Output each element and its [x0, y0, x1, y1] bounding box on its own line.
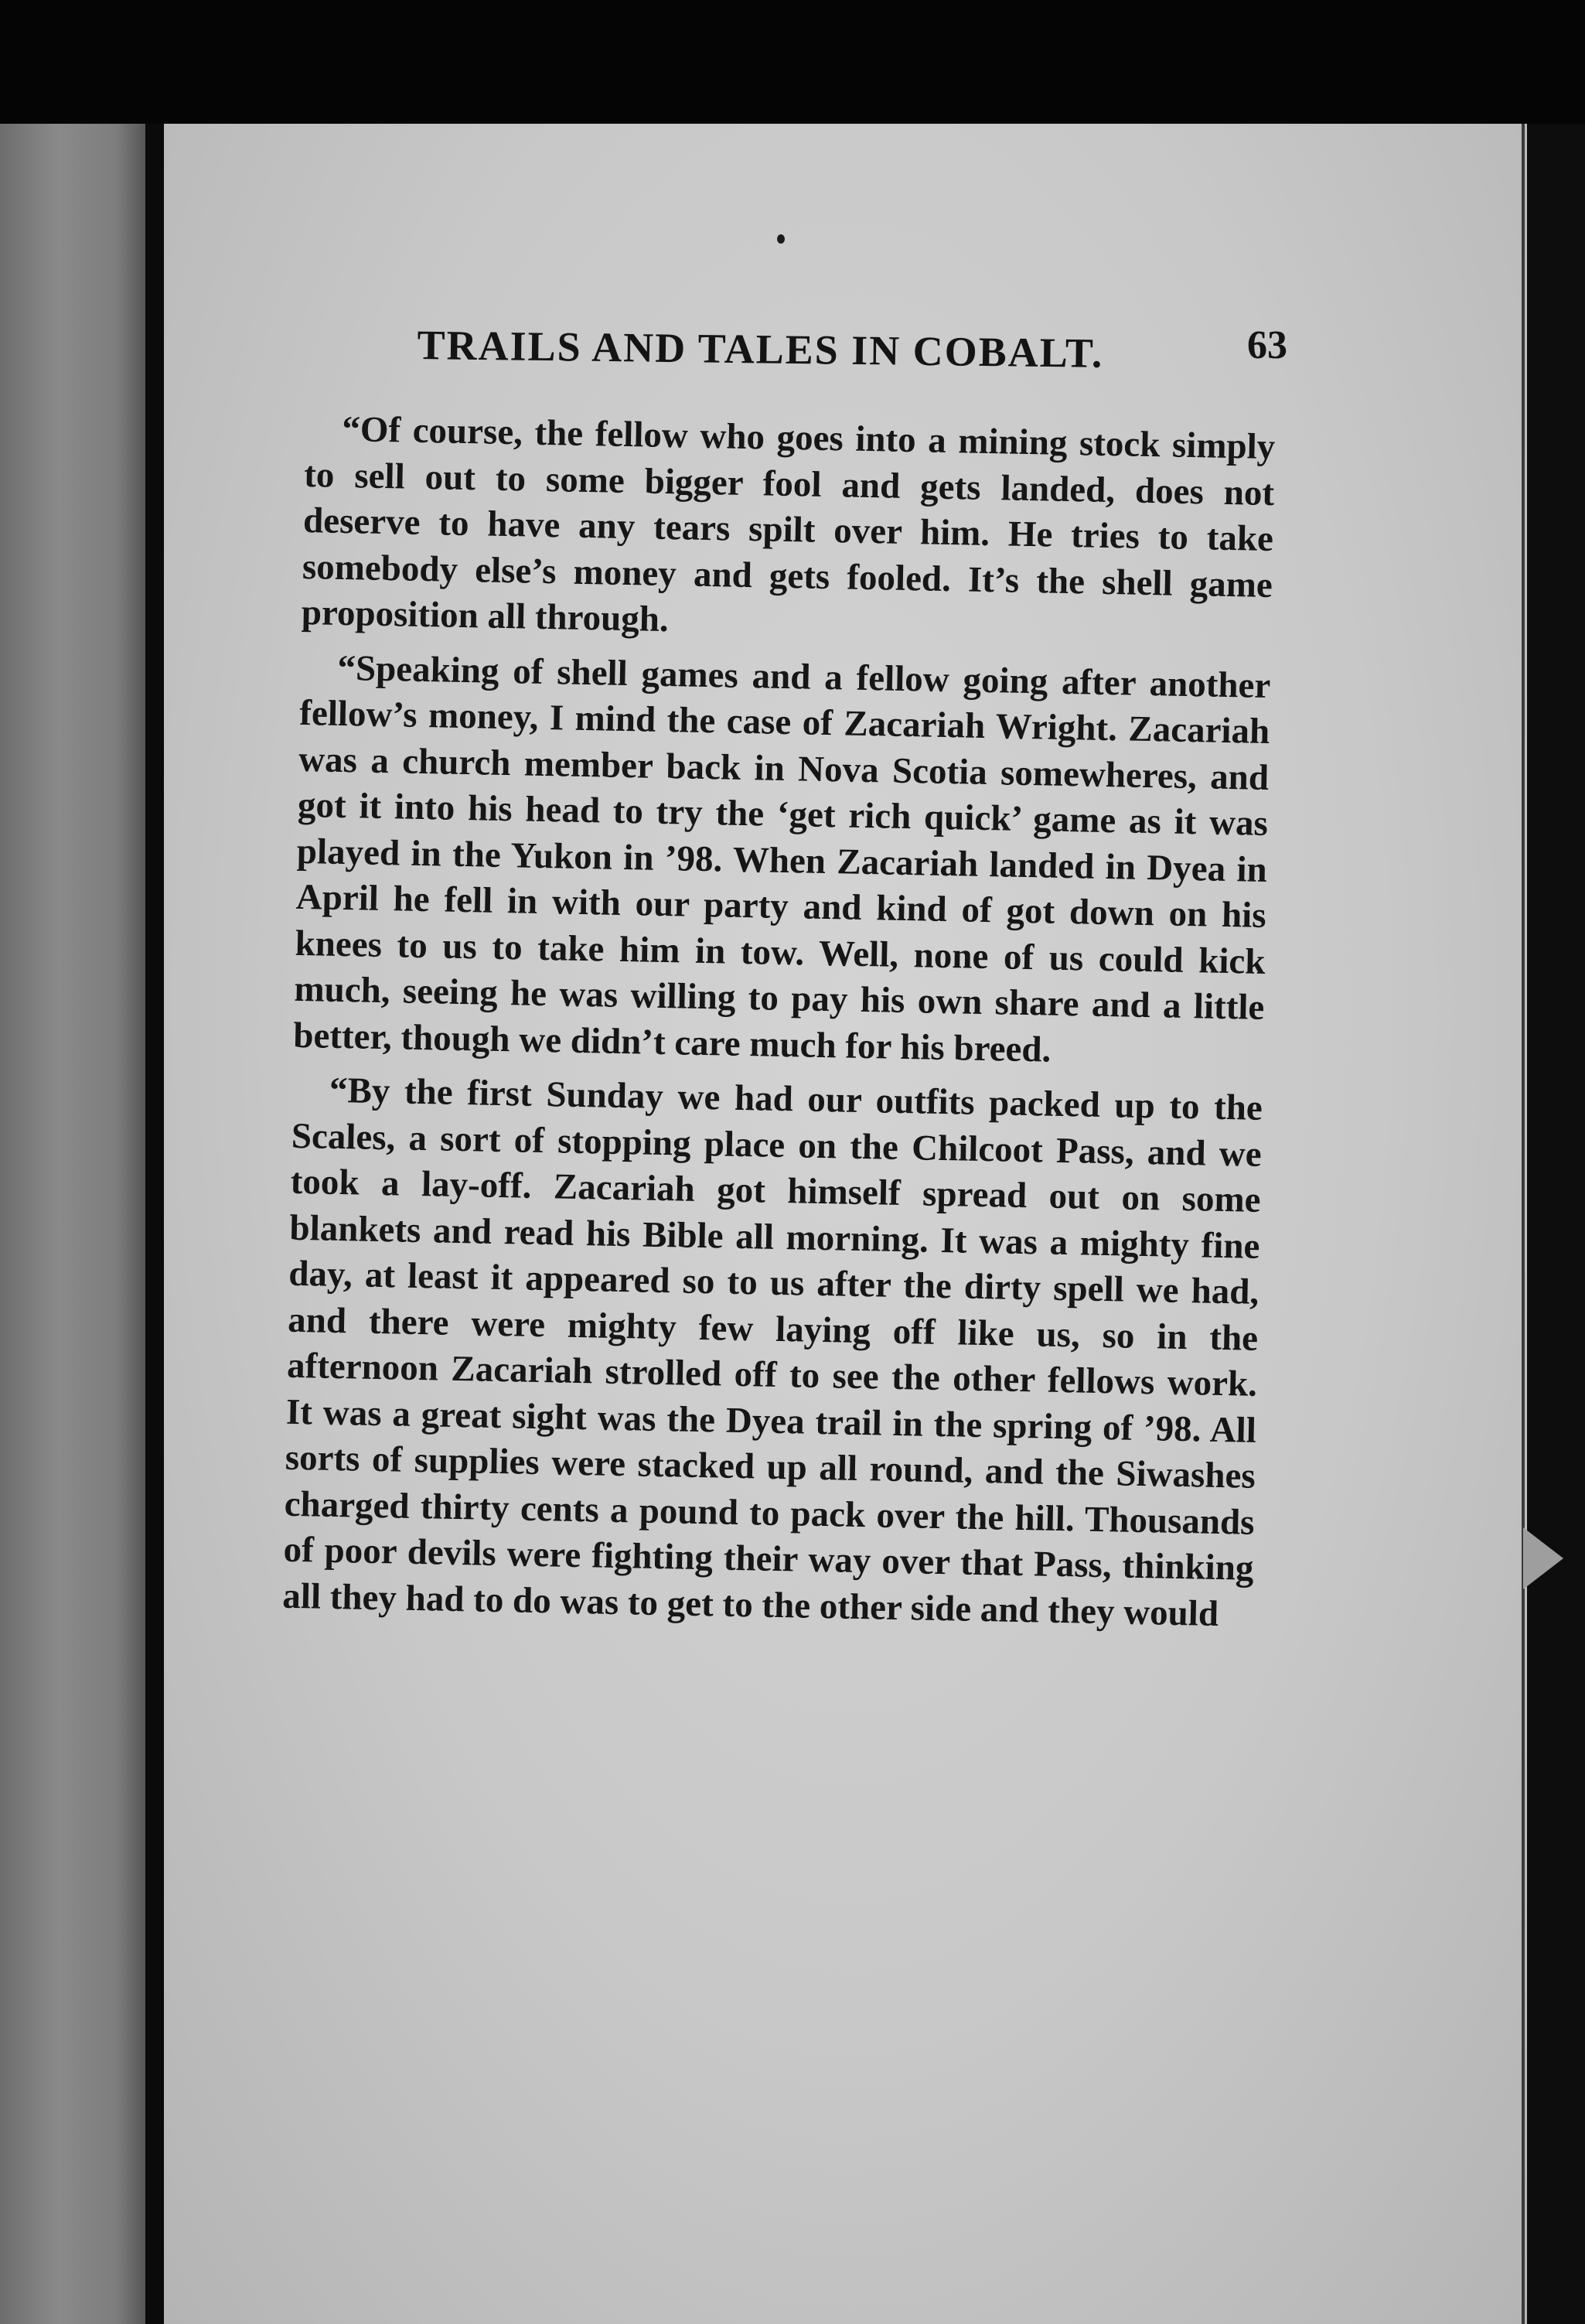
- book-gutter: [145, 124, 164, 2324]
- page-number: 63: [1247, 323, 1287, 367]
- page-header: [418, 321, 1287, 381]
- scan-right-border: [1527, 124, 1585, 2324]
- scan-top-border: [0, 0, 1585, 128]
- ink-speck: [777, 234, 785, 244]
- paragraph: “Of course, the fellow who goes into a mining stock simply to sell out to some bigger fool and gets landed, does not deserve to have any tears spilt over him. He tries to take somebody else’s money and gets fooled. It’s the shell game proposition all through.: [301, 408, 1276, 640]
- facing-page-edge: [0, 124, 145, 2324]
- page-tear-mark: [1523, 1527, 1563, 1589]
- body-text: [282, 406, 1276, 1647]
- page-edge-line: [1522, 124, 1525, 2324]
- paragraph: “By the first Sunday we had our outfits packed up to the Scales, a sort of stopping place on the Chilcoot Pass, and we took a lay-off. Zacariah got himself spread out on some blankets and read his Bible all morning. It was a mighty fine day, at least it appeared so to us after the dirty spell we had, and there were mighty few laying off like us, so in the afternoon Zacariah strolled off to see the other fellows work. It was a great sight was the Dyea trail in the spring of ’98. All sorts of supplies were stacked up all round, and the Siwashes charged thirty cents a pound to pack over the hill. Thousands of poor devils were fighting their way over that Pass, thinking all they had to do was to get to the other side and they would: [281, 1070, 1263, 1634]
- paragraph: “Speaking of shell games and a fellow going after another fellow’s money, I mind the case of Zacariah Wright. Zacariah was a church member back in Nova Scotia somewheres, and got it into his head to try the ‘get rich quick’ game as it was played in the Yukon in ’98. When Zacariah landed in Dyea in April he fell in with our party and kind of got down on his knees to us to take him in tow. Well, none of us could kick much, seeing he was willing to pay his own share and a little better, though we didn’t care much for his breed.: [292, 647, 1271, 1070]
- running-head: TRAILS AND TALES IN COBALT.: [417, 321, 1104, 377]
